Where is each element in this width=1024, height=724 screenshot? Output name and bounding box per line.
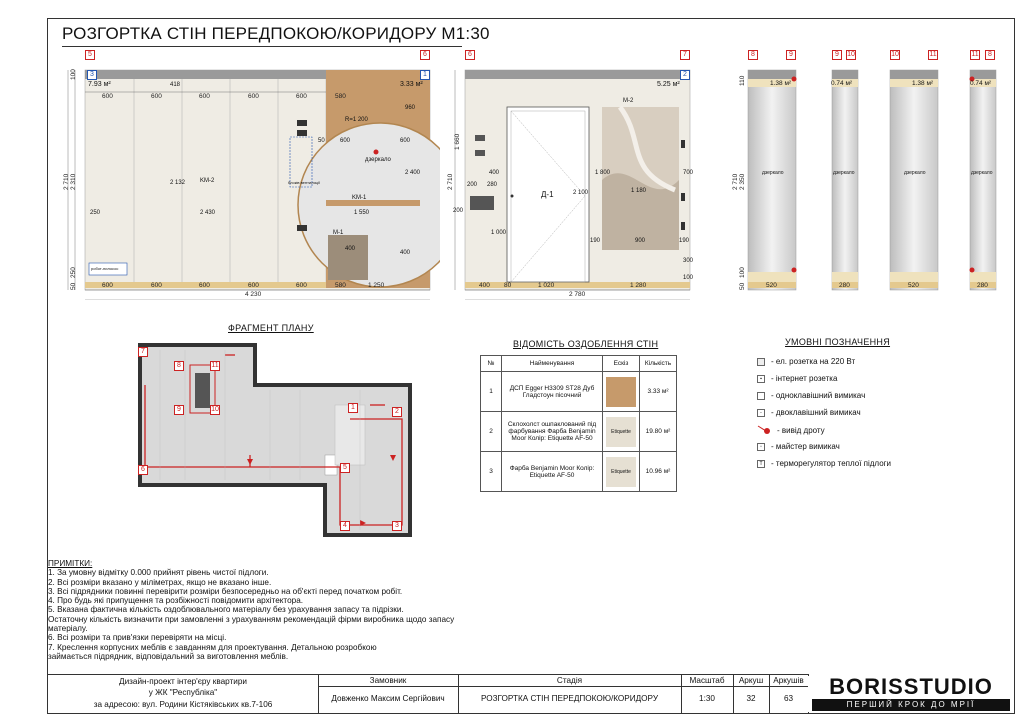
note-line-4: 4. Про будь які припущення та розбіжності повідомити архітектора. (48, 596, 304, 606)
bottom-dim-3: 600 (199, 282, 210, 289)
plan-tag-4: 4 (340, 521, 350, 531)
thermostat-icon: T (757, 460, 765, 468)
strip4-tag-a: 11 (971, 51, 979, 58)
brand-logo (808, 676, 1014, 712)
art-label: M-2 (623, 98, 634, 104)
row3-num: 3 (481, 452, 502, 492)
tag-3: 3 (87, 70, 97, 80)
row3-sketch-cell (603, 452, 640, 492)
bottom-dim-7: 1 250 (368, 282, 385, 289)
page-title: РОЗГОРТКА СТІН ПЕРЕДПОКОЮ/КОРИДОРУ М1:30 (62, 24, 490, 43)
col-qty: Кількість (640, 356, 677, 372)
e2-d-1000: 1 000 (491, 230, 507, 236)
table-row (481, 372, 677, 412)
double-switch-icon: - (757, 409, 765, 417)
e2-d-1180: 1 180 (631, 188, 647, 194)
sheets-value: 63 (783, 694, 794, 703)
row2-num: 2 (481, 412, 502, 452)
title-underline (62, 46, 462, 47)
plan-tag-5: 5 (340, 463, 350, 473)
label-robot: робот-пилосос (91, 266, 119, 271)
mirror-strips (730, 50, 1000, 300)
top-dim-6: 580 (335, 93, 346, 100)
col-sketch: Ескіз (603, 356, 640, 372)
tag-6b: 6 (465, 50, 475, 60)
strip3-tag-a: 10 (891, 51, 899, 58)
sheet-label: Аркуш (738, 676, 764, 685)
top-dim-4: 600 (248, 93, 259, 100)
table-row (481, 452, 677, 492)
legend-item-wire: - вивід дроту (757, 425, 825, 435)
elevation-2 (445, 50, 700, 300)
e2-d-400: 400 (489, 170, 500, 176)
dim-418: 418 (170, 82, 181, 88)
scale-value: 1:30 (699, 694, 715, 703)
bottom-dim-4: 600 (248, 282, 259, 289)
note-line-3: 3. Всі підрядники повинні перевірити розміри безпосередньо на об'єкті перед початком робіт. (48, 586, 403, 596)
e2-d-190b: 190 (679, 238, 690, 244)
client-name: Довженко Максим Сергійович (331, 694, 445, 703)
legend-item-master-switch: ▫ - майстер вимикач (757, 442, 840, 451)
height-top: 100 (70, 69, 77, 80)
project-line-1: Дизайн-проект інтер'єру квартири (119, 677, 247, 686)
dim-400a: 400 (345, 246, 356, 252)
sheets-label: Аркушів (773, 676, 804, 685)
plan-tag-10: 10 (211, 406, 219, 413)
dim-250: 250 (90, 210, 101, 216)
dim-2400: 2 400 (405, 170, 421, 176)
legend-item-double-switch: - - двоклавішний вимикач (757, 408, 861, 417)
e2-d-1800: 1 800 (595, 170, 611, 176)
note-line-2: 2. Всі розміри вказано у міліметрах, якщо не вказано інше. (48, 577, 272, 587)
strip2-tag-b: 10 (847, 51, 855, 58)
total-width: 4 230 (245, 291, 262, 298)
strips-height-base: 50 (739, 282, 746, 290)
e2-height-total: 2 710 (447, 173, 454, 190)
strip2-tag-a: 9 (832, 50, 842, 60)
finishes-table (480, 355, 677, 492)
label-mirror: дзеркало (365, 157, 391, 163)
strip1-width: 520 (766, 282, 777, 289)
e2-d-300: 300 (683, 258, 694, 264)
strips-height-total: 2 710 (732, 173, 739, 190)
note-line-5: 5. Вказана фактична кількість оздоблювального матеріалу без урахування запасу та підрізки. (48, 605, 404, 615)
finishes-title: ВІДОМІСТЬ ОЗДОБЛЕННЯ СТІН (513, 339, 659, 349)
area-right: 3.33 м² (400, 81, 423, 88)
plan-tag-3: 3 (392, 521, 402, 531)
top-dim-5: 600 (296, 93, 307, 100)
bottom-dim-1: 600 (102, 282, 113, 289)
socket-icon (757, 358, 765, 366)
dim-50: 50 (318, 138, 325, 144)
height-inner: 2 310 (70, 173, 77, 190)
plan-tag-6: 6 (138, 465, 148, 475)
stage-value: РОЗГОРТКА СТІН ПЕРЕДПОКОЮ/КОРИДОРУ (480, 694, 659, 703)
strip1-area: 1.38 м² (770, 80, 792, 87)
label-vent: блоків вентиляції (288, 180, 320, 185)
strip1-tag-b: 9 (786, 50, 796, 60)
height-bottom: 250 (70, 267, 77, 278)
tag-5: 5 (85, 50, 95, 60)
row3-name: Фарба Benjamin Moor Колір: Etiquette AF-50 (502, 452, 603, 492)
project-line-3: за адресою: вул. Родини Кістяківських кв.7-106 (93, 700, 273, 709)
row2-name: Склохолст ошпаклований під фарбування Фарба Benjamin Moor Колір: Etiquette AF-50 (502, 412, 603, 452)
master-switch-icon: ▫ (757, 443, 765, 451)
height-base: 50 (70, 282, 77, 290)
tag-2: 2 (680, 70, 690, 80)
plan-tag-2: 2 (392, 407, 402, 417)
e2-bottom-4: 1 280 (630, 282, 647, 289)
strip3-tag-b: 11 (929, 51, 937, 58)
e2-d-280: 280 (487, 182, 498, 188)
note-line-7: матеріалу. (48, 624, 88, 634)
plan-tag-8: 8 (174, 361, 184, 371)
dim-600a: 600 (340, 138, 351, 144)
note-line-1: 1. За умовну відмітку 0.000 прийнят рівень чистої підлоги. (48, 568, 269, 578)
row1-num: 1 (481, 372, 502, 412)
note-line-6: Остаточну кількість визначити при замовленні з урахуванням рекомендацій фірми виробника щодо запасу (48, 614, 455, 624)
label-km1: KM-1 (352, 195, 367, 201)
sheet-value: 32 (746, 694, 756, 703)
strip2-area: 0.74 м² (831, 80, 853, 87)
row1-sketch-cell (603, 372, 640, 412)
area-e2: 5.25 м² (657, 81, 680, 88)
e2-bottom-2: 80 (504, 282, 512, 289)
legend-item-ethernet: ▪ - інтернет розетка (757, 374, 837, 383)
top-dim-1: 600 (102, 93, 113, 100)
e2-bottom-3: 1 020 (538, 282, 555, 289)
top-dim-2: 600 (151, 93, 162, 100)
stage-label: Стадія (556, 676, 583, 685)
col-num: № (481, 356, 502, 372)
dim-radius: R=1 200 (345, 117, 368, 123)
table-row (481, 412, 677, 452)
e2-d-900: 900 (635, 238, 646, 244)
note-line-9: 7. Креслення корпусних меблів є завданням для проектування. Детальною розробкою (48, 642, 377, 652)
plan-tag-7: 7 (138, 347, 148, 357)
e2-d-2100: 2 100 (573, 190, 589, 196)
strips-height-inner: 2 350 (739, 173, 746, 190)
plan-fragment (130, 335, 420, 550)
strip3-width: 520 (908, 282, 919, 289)
area-left: 7.93 м² (88, 81, 111, 88)
bottom-dim-5: 600 (296, 282, 307, 289)
ethernet-icon: ▪ (757, 375, 765, 383)
brand-name: BORISSTUDIO (829, 674, 993, 699)
strip2-label: дзеркало (833, 170, 855, 176)
strip1-label: дзеркало (762, 170, 784, 176)
note-line-10: займається підрядник, відповідальний за виготовлення меблів. (48, 651, 289, 661)
height-total: 2 710 (63, 173, 70, 190)
strip4-tag-b: 8 (985, 50, 995, 60)
strip4-width: 280 (977, 282, 988, 289)
paint-swatch: Etiquette (606, 417, 636, 447)
dim-1550: 1 550 (354, 210, 370, 216)
tag-1: 1 (420, 70, 430, 80)
strip4-label: дзеркало (971, 170, 993, 176)
row2-sketch-cell (603, 412, 640, 452)
e2-height-inner: 1 660 (454, 133, 461, 150)
notes-block (48, 559, 568, 661)
plan-tag-11: 11 (211, 362, 219, 369)
row2-qty: 19.80 м² (640, 412, 677, 452)
client-label: Замовник (369, 676, 407, 685)
label-km2: KM-2 (200, 178, 215, 184)
dim-400b: 400 (400, 250, 411, 256)
elevation-1 (60, 50, 440, 300)
plan-title: ФРАГМЕНТ ПЛАНУ (228, 323, 314, 333)
single-switch-icon (757, 392, 765, 400)
plan-tag-1: 1 (348, 403, 358, 413)
tb-top-rule (48, 674, 808, 675)
legend-item-socket: - ел. розетка на 220 Вт (757, 357, 855, 366)
door-label: Д-1 (541, 190, 554, 199)
scale-label: Масштаб (689, 676, 725, 685)
tag-7: 7 (680, 50, 690, 60)
e2-d-200b: 200 (453, 208, 464, 214)
brand-tagline: ПЕРШИЙ КРОК ДО МРІЇ (812, 699, 1010, 711)
tb-mid-rule (318, 686, 808, 687)
wood-swatch (606, 377, 636, 407)
legend-item-single-switch: - одноклавішний вимикач (757, 391, 865, 400)
tag-6: 6 (420, 50, 430, 60)
bottom-dim-2: 600 (151, 282, 162, 289)
row1-qty: 3.33 м² (640, 372, 677, 412)
dim-600b: 600 (400, 138, 411, 144)
notes-title: ПРИМІТКИ: (48, 559, 93, 568)
dim-2430: 2 430 (200, 210, 216, 216)
wire-outlet-icon (757, 425, 771, 435)
top-dim-3: 600 (199, 93, 210, 100)
strip3-area: 1.38 м² (912, 80, 934, 87)
e2-total: 2 780 (569, 291, 586, 298)
row3-qty: 10.96 м² (640, 452, 677, 492)
row1-name: ДСП Egger H3309 ST28 Дуб Гладстоун пісочний (502, 372, 603, 412)
dim-960: 960 (405, 105, 416, 111)
e2-d-100: 100 (683, 275, 694, 281)
dim-2132: 2 132 (170, 180, 186, 186)
strips-height-top: 110 (739, 75, 746, 86)
paint-swatch: Etiquette (606, 457, 636, 487)
strip4-area: 0.74 м² (970, 80, 992, 87)
legend-title: УМОВНІ ПОЗНАЧЕННЯ (785, 337, 891, 347)
e2-d-190a: 190 (590, 238, 601, 244)
strip3-label: дзеркало (904, 170, 926, 176)
strip1-tag-a: 8 (748, 50, 758, 60)
col-name: Найменування (502, 356, 603, 372)
e2-d-200: 200 (467, 182, 478, 188)
elevation-1-drawing (60, 50, 440, 300)
note-line-8: 6. Всі розміри та прив'язки перевіряти на місці. (48, 633, 227, 643)
plan-tag-9: 9 (174, 405, 184, 415)
legend-item-thermostat: T - терморегулятор теплої підлоги (757, 459, 891, 468)
bottom-dim-6: 580 (335, 282, 346, 289)
strips-height-bottom: 100 (739, 267, 746, 278)
project-line-2: у ЖК "Республіка" (148, 688, 218, 697)
label-m1: M-1 (333, 230, 344, 236)
strip2-width: 280 (839, 282, 850, 289)
e2-d-700: 700 (683, 170, 694, 176)
e2-bottom-1: 400 (479, 282, 490, 289)
